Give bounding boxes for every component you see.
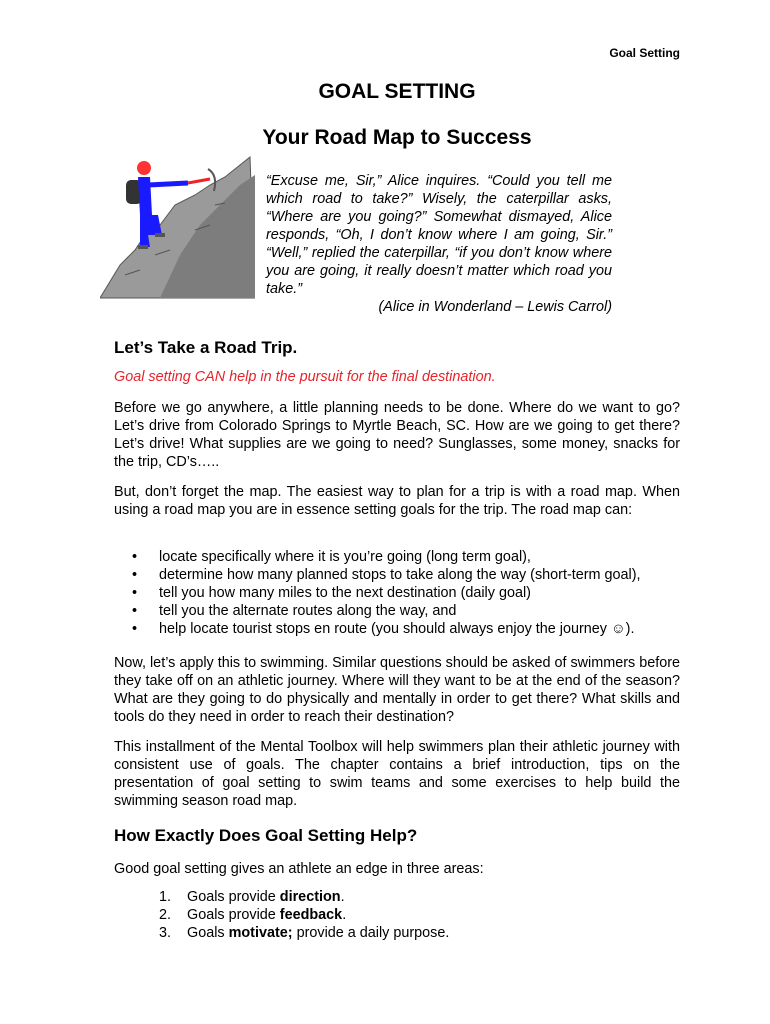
- list-item: 3. Goals motivate; provide a daily purpose.: [159, 925, 450, 941]
- quote-source: (Alice in Wonderland – Lewis Carrol): [378, 299, 612, 315]
- quote-text: “Excuse me, Sir,” Alice inquires. “Could you tell me which road to take?” Wisely, the caterpillar asks, “Where are you going?” Somewhat dismayed, Alice responds, “Oh, I don’t know where I am going, Sir.” “Well,” replied the caterpillar, “if you don’t know where you are going, it really doesn’t matter which road you take.”: [266, 173, 612, 297]
- paragraph: Now, let’s apply this to swimming. Similar questions should be asked of swimmers before they take off on an athletic journey. Where will they want to be at the end of the season? What are they going to do physically and mentally in order to get there? What skills and tools do they need in order to reach their destination?: [114, 655, 681, 725]
- list-item: • determine how many planned stops to take along the way (short-term goal),: [114, 566, 680, 584]
- section-heading-road-trip: Let’s Take a Road Trip.: [114, 338, 298, 357]
- list-item: 2. Goals provide feedback.: [159, 907, 347, 923]
- page-subtitle: Your Road Map to Success: [262, 126, 532, 149]
- mountain-climber-illustration: [100, 155, 255, 300]
- list-item: • tell you how many miles to the next destination (daily goal): [114, 584, 680, 602]
- list-item: • tell you the alternate routes along the way, and: [114, 602, 680, 620]
- paragraph: Before we go anywhere, a little planning needs to be done. Where do we want to go? Let’s drive from Colorado Springs to Myrtle Beach, SC. How are we going to get there? Let’s drive! What supplies are we going to need? Sunglasses, some money, snacks for the trip, CD’s…..: [114, 400, 680, 470]
- running-header: Goal Setting: [609, 46, 680, 60]
- list-item: 1. Goals provide direction.: [159, 889, 345, 905]
- list-item: • locate specifically where it is you’re going (long term goal),: [114, 548, 680, 566]
- page-title: GOAL SETTING: [318, 80, 476, 103]
- paragraph: But, don’t forget the map. The easiest way to plan for a trip is with a road map. When using a road map you are in essence setting goals for the trip. The road map can:: [114, 484, 680, 518]
- list-item: • help locate tourist stops en route (you should always enjoy the journey ☺).: [114, 620, 680, 638]
- quote-block: [266, 172, 612, 316]
- benefits-list: [114, 888, 680, 942]
- paragraph: Good goal setting gives an athlete an edge in three areas:: [114, 861, 484, 877]
- tagline: Goal setting CAN help in the pursuit for the final destination.: [114, 369, 496, 385]
- paragraph: This installment of the Mental Toolbox will help swimmers plan their athletic journey with consistent use of goals. The chapter contains a brief introduction, tips on the presentation of goal setting to swim teams and some exercises to help build the swimming season road map.: [114, 739, 680, 809]
- section-heading-how-goal-setting-helps: How Exactly Does Goal Setting Help?: [114, 826, 418, 845]
- road-map-list: [114, 548, 680, 638]
